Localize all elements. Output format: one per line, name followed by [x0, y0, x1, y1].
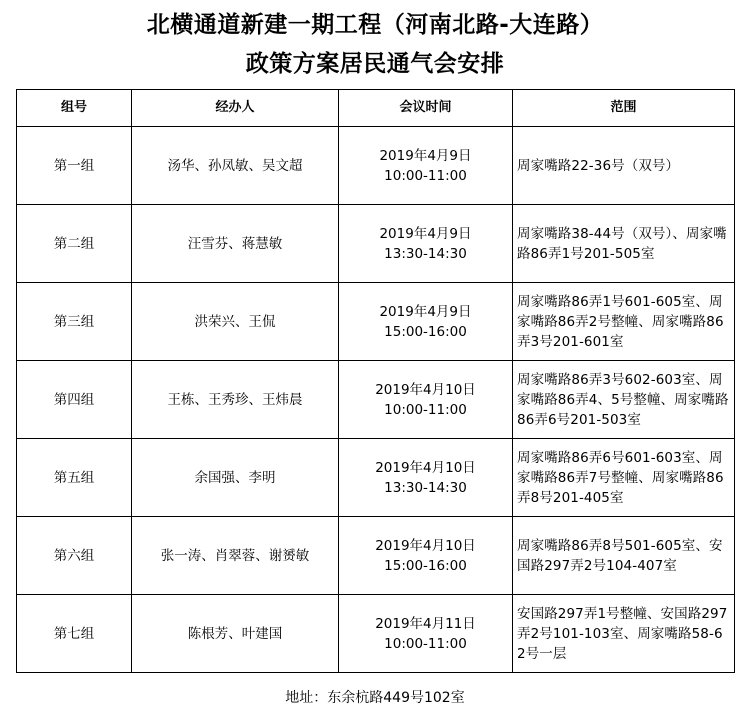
meeting-hours: 10:00-11:00 — [384, 401, 467, 418]
staff-cell: 汤华、孙凤敏、吴文超 — [132, 127, 339, 205]
group-cell: 第一组 — [17, 127, 132, 205]
range-cell: 周家嘴路86弄1号601-605室、周家嘴路86弄2号整幢、周家嘴路86弄3号201-601室 — [513, 283, 735, 361]
range-cell: 周家嘴路38-44号（双号）、周家嘴路86弄1号201-505室 — [513, 205, 735, 283]
group-cell: 第五组 — [17, 439, 132, 517]
meeting-time-cell — [339, 517, 513, 595]
table-row — [17, 439, 735, 517]
header-range: 范围 — [513, 90, 735, 127]
meeting-date: 2019年4月9日 — [379, 147, 472, 164]
staff-cell: 王栋、王秀珍、王炜晨 — [132, 361, 339, 439]
meeting-time-cell — [339, 283, 513, 361]
table-row — [17, 517, 735, 595]
table-row — [17, 127, 735, 205]
group-cell: 第六组 — [17, 517, 132, 595]
table-row — [17, 205, 735, 283]
meeting-date: 2019年4月10日 — [375, 459, 476, 476]
meeting-hours: 15:00-16:00 — [384, 557, 467, 574]
meeting-date: 2019年4月9日 — [379, 225, 472, 242]
meeting-hours: 10:00-11:00 — [384, 635, 467, 652]
group-cell: 第二组 — [17, 205, 132, 283]
group-cell: 第三组 — [17, 283, 132, 361]
meeting-time-cell — [339, 127, 513, 205]
meeting-date: 2019年4月10日 — [375, 381, 476, 398]
meeting-time-cell — [339, 361, 513, 439]
meeting-hours: 10:00-11:00 — [384, 167, 467, 184]
schedule-table — [16, 89, 735, 673]
table-row — [17, 361, 735, 439]
meeting-hours: 13:30-14:30 — [384, 245, 467, 262]
group-cell: 第七组 — [17, 595, 132, 673]
meeting-hours: 13:30-14:30 — [384, 479, 467, 496]
header-group: 组号 — [17, 90, 132, 127]
range-cell: 周家嘴路86弄3号602-603室、周家嘴路86弄4、5号整幢、周家嘴路86弄6号201-503室 — [513, 361, 735, 439]
range-cell: 安国路297弄1号整幢、安国路297弄2号101-103室、周家嘴路58-62号一层 — [513, 595, 735, 673]
range-cell: 周家嘴路86弄8号501-605室、安国路297弄2号104-407室 — [513, 517, 735, 595]
meeting-date: 2019年4月11日 — [375, 615, 476, 632]
address-footer: 地址：东余杭路449号102室 — [285, 690, 465, 706]
meeting-time-cell — [339, 439, 513, 517]
staff-cell: 洪荣兴、王侃 — [132, 283, 339, 361]
staff-cell: 张一涛、肖翠蓉、谢赟敏 — [132, 517, 339, 595]
meeting-hours: 15:00-16:00 — [384, 323, 467, 340]
meeting-time-cell — [339, 595, 513, 673]
meeting-time-cell — [339, 205, 513, 283]
staff-cell: 汪雪芬、蒋慧敏 — [132, 205, 339, 283]
document-title: 北横通道新建一期工程（河南北路-大连路） — [146, 12, 604, 38]
group-cell: 第四组 — [17, 361, 132, 439]
table-row — [17, 595, 735, 673]
range-cell: 周家嘴路86弄6号601-603室、周家嘴路86弄7号整幢、周家嘴路86弄8号201-405室 — [513, 439, 735, 517]
header-staff: 经办人 — [132, 90, 339, 127]
document-subtitle: 政策方案居民通气会安排 — [245, 51, 505, 77]
meeting-date: 2019年4月9日 — [379, 303, 472, 320]
range-cell: 周家嘴路22-36号（双号） — [513, 127, 735, 205]
table-header-row — [17, 90, 735, 127]
staff-cell: 陈根芳、叶建国 — [132, 595, 339, 673]
meeting-date: 2019年4月10日 — [375, 537, 476, 554]
header-meeting-time: 会议时间 — [339, 90, 513, 127]
staff-cell: 余国强、李明 — [132, 439, 339, 517]
table-row — [17, 283, 735, 361]
